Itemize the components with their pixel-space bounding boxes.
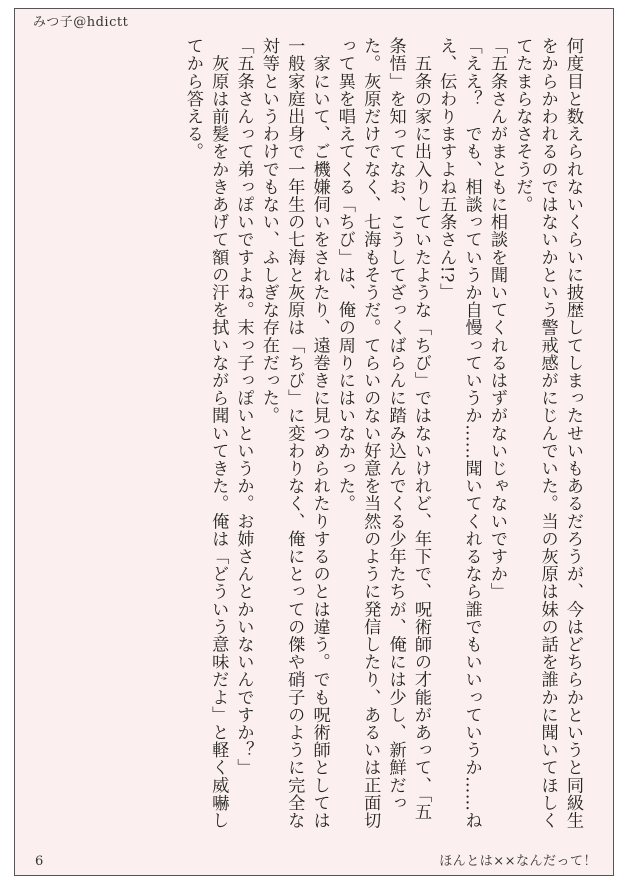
- paragraph: 「ええ？ でも、相談っていうか自慢っていうか……聞いてくれるなら誰でもいいっていうか……ねえ、伝わりますよね五条さん!?」: [436, 37, 482, 829]
- novel-page: [14, 8, 614, 876]
- paragraph: 家にいて、ご機嫌伺いをされたり、遠巻きに見つめられたりするのとは違う。でも呪術師としては一般家庭出身で一年生の七海と灰原は「ちび」に変わりなく、俺にとっての傑や硝子のように完全な対等というわけでもない、ふしぎな存在だった。: [258, 37, 330, 829]
- paragraph: 「五条さんって弟っぽいですよね。末っ子っぽいというか。お姉さんとかいないんですか？」: [233, 37, 254, 777]
- author-handle: みつ子@hdictt: [33, 15, 129, 30]
- page-number: 6: [35, 854, 44, 869]
- paragraph: 五条の家に出入りしていたような「ちび」ではないけれど、年下で、呪術師の才能があって、「五条悟」を知ってなお、こうしてざっくばらんに踏み込んでくる少年たちが、俺には少し、新鮮だった。灰原だけでなく、七海もそうだ。てらいのない好意を当然のように発信したり、あるいは正面切って異を唱えてくる「ちび」は、俺の周りにはいなかった。: [334, 37, 431, 829]
- paragraph: 灰原は前髪をかきあげて額の汗を拭いながら聞いてきた。俺は「どういう意味だよ」と軽く威嚇してから答える。: [182, 37, 229, 829]
- paragraph: 何度目と数えられないくらいに披歴してしまったせいもあるだろうが、今はどちらかというと同級生をからかわれるのではないかという警戒感がにじんでいた。当の灰原は妹の話を誰かに聞いてほしくてたまらなさそうだ。: [512, 37, 583, 829]
- paragraph: 「五条さんがまともに相談を聞いてくれるはずがないじゃないですか」: [486, 37, 507, 601]
- body-text: [180, 37, 586, 837]
- running-title: ほんとは××なんだって！: [439, 854, 597, 869]
